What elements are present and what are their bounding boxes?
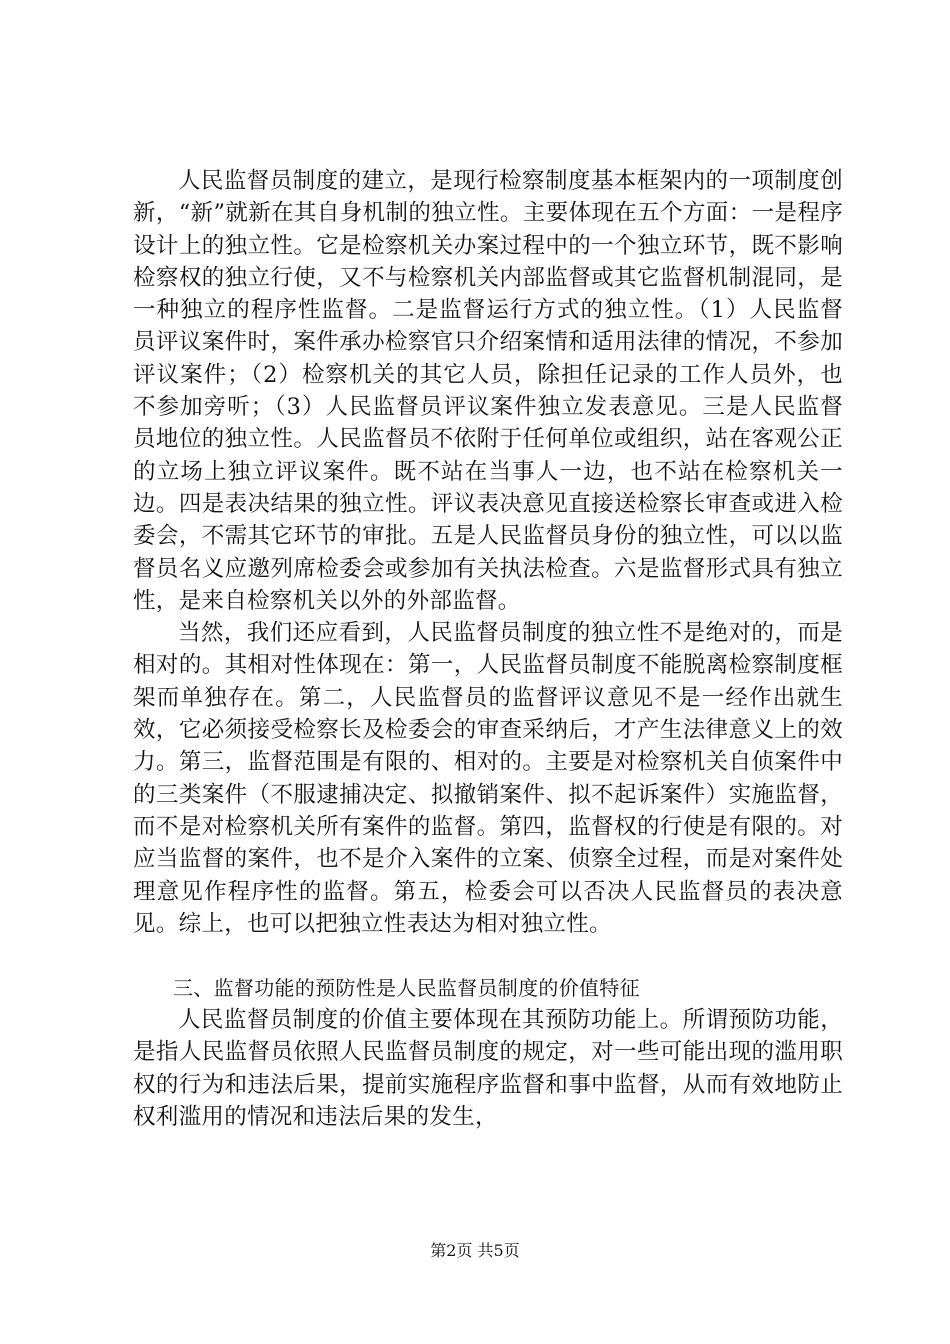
- paragraph-relativity: 当然，我们还应看到，人民监督员制度的独立性不是绝对的，而是相对的。其相对性体现在：第一，人民监督员制度不能脱离检察制度框架而单独存在。第二，人民监督员的监督评议意见不是一经作出就生效，它必须接受检察长及检委会的审查采纳后，才产生法律意义上的效力。第三，监督范围是有限的、相对的。主要是对检察机关自侦案件中的三类案件（不服逮捕决定、拟撤销案件、拟不起诉案件）实施监督，而不是对检察机关所有案件的监督。第四，监督权的行使是有限的。对应当监督的案件，也不是介入案件的立案、侦察全过程，而是对案件处理意见作程序性的监督。第五，检委会可以否决人民监督员的表决意见。综上，也可以把独立性表达为相对独立性。: [133, 620, 843, 937]
- paragraph-independence: 人民监督员制度的建立，是现行检察制度基本框架内的一项制度创新，“新”就新在其自身机制的独立性。主要体现在五个方面：一是程序设计上的独立性。它是检察机关办案过程中的一个独立环节，既不影响检察权的独立行使，又不与检察机关内部监督或其它监督机制混同，是一种独立的程序性监督。二是监督运行方式的独立性。（1）人民监督员评议案件时，案件承办检察官只介绍案情和适用法律的情况，不参加评议案件；（2）检察机关的其它人员，除担任记录的工作人员外，也不参加旁听；（3）人民监督员评议案件独立发表意见。三是人民监督员地位的独立性。人民监督员不依附于任何单位或组织，站在客观公正的立场上独立评议案件。既不站在当事人一边，也不站在检察机关一边。四是表决结果的独立性。评议表决意见直接送检察长审查或进入检委会，不需其它环节的审批。五是人民监督员身份的独立性，可以以监督员名义应邀列席检委会或参加有关执法检查。六是监督形式具有独立性，是来自检察机关以外的外部监督。: [133, 168, 843, 614]
- document-body: [133, 165, 843, 1133]
- paragraph-prevention: 人民监督员制度的价值主要体现在其预防功能上。所谓预防功能，是指人民监督员依照人民监督员制度的规定，对一些可能出现的滥用职权的行为和违法后果，提前实施程序监督和事中监督，从而有效地防止权利滥用的情况和违法后果的发生，: [133, 1007, 843, 1131]
- page-footer: 第2页 共5页: [430, 1241, 520, 1260]
- section-heading: 三、监督功能的预防性是人民监督员制度的价值特征: [173, 976, 640, 1001]
